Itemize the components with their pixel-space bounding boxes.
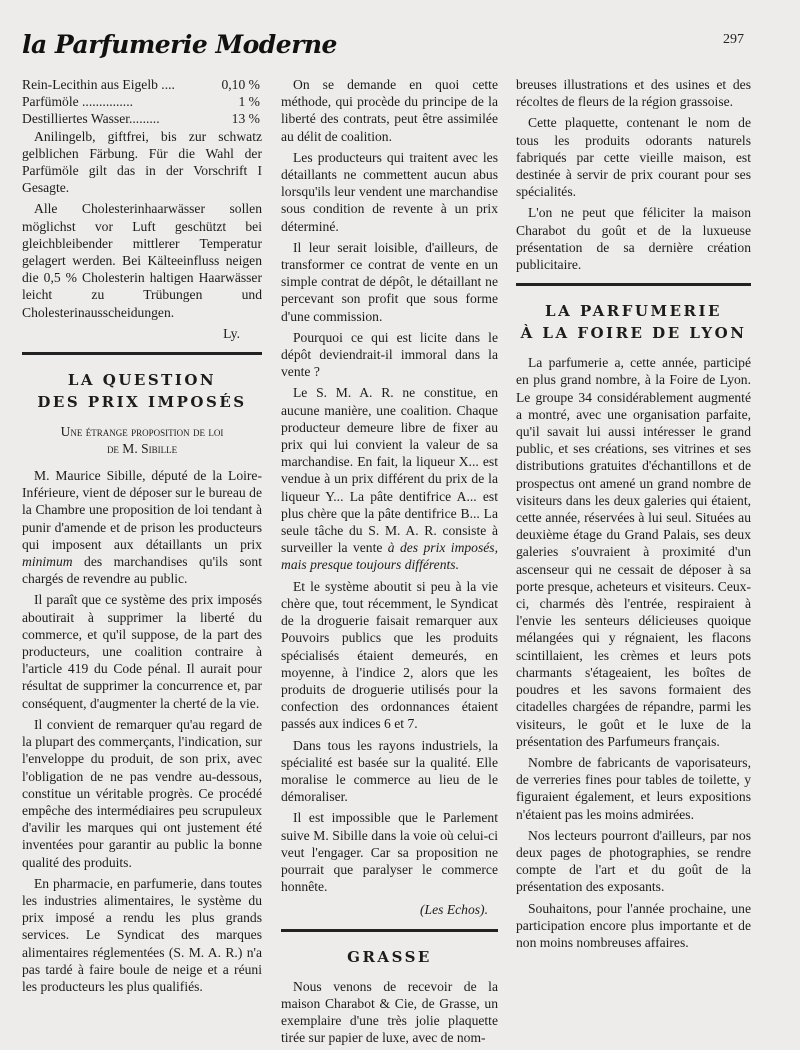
emphasis: minimum <box>22 554 73 570</box>
ingredient-row <box>22 76 262 93</box>
paragraph: Souhaitons, pour l'année prochaine, une participation encore plus importante et de non moins nombreuses affaires. <box>516 900 751 950</box>
column-middle <box>281 76 498 1050</box>
ingredient-amount: 0,10 % <box>221 77 260 92</box>
ingredient-name: Parfümöle ............... <box>22 94 134 110</box>
paragraph: Et le système aboutit si peu à la vie chère que, tout récemment, le Syndicat de la droguerie faisait remarquer aux Pouvoirs publics que les produits spécialisés étaient demeurés, en moyenne, à l'indice 2, alors que les produits de droguerie utilisés pour la confection des ordonnances étaient passés aux indices 6 et 7. <box>281 578 498 732</box>
text-run: Le S. M. A. R. ne constitue, en aucune manière, une coalition. Chaque producteur demeure libre de fixer au prix qui lui convient la valeur de sa marchandise. En fait, la liqueur X... est vendue à un prix différent du prix de la liqueur Y... La pâte dentifrice A... est plus chère que la pâte dentifrice B... La seule tâche du S. M. A. R. consiste à surveiller la vente <box>281 385 498 556</box>
ingredient-amount: 1 % <box>238 94 260 110</box>
section-divider <box>516 283 751 286</box>
paragraph <box>22 467 262 587</box>
section-title: GRASSE <box>347 947 432 966</box>
subtitle-line: Une étrange proposition de loi <box>60 424 224 440</box>
text-run: des marchandises qu'ils sont chargés de revendre au public. <box>22 554 262 587</box>
paragraph: Pourquoi ce qui est licite dans le dépôt deviendrait-il immoral dans la vente ? <box>281 329 498 380</box>
section-divider <box>22 352 262 355</box>
paragraph: Les producteurs qui traitent avec les détaillants ne commettent aucun abus lorsqu'ils leur vendent une marchandise sous condition de revente à un prix déterminé. <box>281 149 498 234</box>
ingredient-amount: 13 % <box>231 111 260 127</box>
ingredient-name: Rein-Lecithin aus Eigelb .... <box>22 77 175 92</box>
emphasis: à des prix imposés, mais presque toujours différents. <box>281 540 498 573</box>
ingredient-name: Destilliertes Wasser......... <box>22 111 160 127</box>
column-left <box>22 76 262 999</box>
paragraph: Nombre de fabricants de vaporisateurs, de verreries fines pour tables de toilette, y figuraient également, et leurs expositions n'étaient pas les moins admirées. <box>516 754 751 822</box>
ingredient-row <box>22 93 262 110</box>
section-title <box>516 300 751 344</box>
section-title <box>22 369 262 413</box>
section-title-line: LA QUESTION <box>67 371 217 390</box>
paragraph: En pharmacie, en parfumerie, dans toutes les industries alimentaires, le système du prix imposé a rendu les plus grands services. Le Syndicat des marques alimentaires réglementées (S. M. A. R.) n'a pas tardé à faire boule de neige et a réuni les producteurs les plus qualifiés. <box>22 875 262 994</box>
paragraph: Alle Cholesterinhaarwässer sollen möglichst vor Luft geschützt bei gleichbleibender mittlerer Temperatur gelagert werden. Bei Kälteeinfluss neigen die 0,5 % Cholesterin haltigen Haarwässer leicht zu Trübungen und Cholesterinausscheidungen. <box>22 201 262 320</box>
text-run: M. Maurice Sibille, député de la Loire-Inférieure, vient de déposer sur le bureau de la Chambre une proposition de loi tendant à punir d'amende et de prison les producteurs qui imposent aux détaillants un prix <box>22 468 262 552</box>
paragraph: La parfumerie a, cette année, participé en plus grand nombre, à la Foire de Lyon. Le groupe 34 considérablement augmenté a montré, avec une organisation parfaite, qu'il savait lui aussi intéresser le grand public, et ses créations, ses vitrines et ses distributions gratuites d'échantillons et de prospectus ont amené un grand nombre de visiteurs dans les deux galeries qui étaient, cette année, réservées à lui seul. Situées au deuxième étage du Grand Palais, ses deux galeries s'ouvraient à proximité d'un ascenseur qui ne cessait de déposer à sa porte presque, acheteurs et visiteurs. Ceux-ci, charmés dès l'entrée, respiraient à l'envie les senteurs délicieuses quoique mélangées qui y régnaient, les flacons scintillaient, les crèmes et leurs pots charmants s'étageaient, les boîtes de poudres et les savons formaient des citadelles chargées de répandre, parmi les visiteurs, le goût et le luxe de la présentation des Parfumeurs français. <box>516 355 751 749</box>
paragraph: Nos lecteurs pourront d'ailleurs, par nos deux pages de photographies, se rendre compte de l'art et du goût de la présentation des exposants. <box>516 827 751 895</box>
paragraph: Il est impossible que le Parlement suive M. Sibille dans la voie où celui-ci veut l'engager. Car sa proposition ne pourrait que paralyser le commerce honnête. <box>281 810 498 895</box>
column-right <box>516 76 751 955</box>
section-title-line: LA PARFUMERIE <box>545 302 722 321</box>
ingredient-row <box>22 110 262 127</box>
paragraph: Nous venons de recevoir de la maison Charabot & Cie, de Grasse, un exemplaire d'une très jolie plaquette tirée sur papier de luxe, avec de nom- <box>281 978 498 1046</box>
paragraph: Anilingelb, giftfrei, bis zur schwatz gelblichen Färbung. Für die Wahl der Parfümöle gilt das in der Vorschrift I Gesagte. <box>22 128 262 196</box>
paragraph: Dans tous les rayons industriels, la spécialité est basée sur la qualité. Elle moralise le commerce au lieu de le démoraliser. <box>281 737 498 805</box>
section-title-line: DES PRIX IMPOSÉS <box>37 393 247 412</box>
section-divider <box>281 929 498 932</box>
paragraph: L'on ne peut que féliciter la maison Charabot du goût et de la luxueuse présentation de sa dernière création publicitaire. <box>516 205 751 273</box>
section-title-line: À LA FOIRE DE LYON <box>520 324 747 343</box>
section-subtitle <box>22 423 262 457</box>
paragraph: Il paraît que ce système des prix imposés aboutirait à supprimer la liberté du commerce, et qu'il suppose, de la part des producteurs, une coalition contraire à l'article 419 du Code pénal. Il aurait pour résultat de supprimer la concurrence et, par conséquent, d'augmenter la cherté de la vie. <box>22 592 262 711</box>
source-credit: (Les Echos). <box>420 902 488 918</box>
paragraph <box>281 384 498 573</box>
paragraph: On se demande en quoi cette méthode, qui procède du principe de la liberté des contrats, peut être assimilée au délit de coalition. <box>281 77 498 144</box>
author-signature: Ly. <box>223 325 240 341</box>
paragraph: Il leur serait loisible, d'ailleurs, de transformer ce contrat de vente en un simple contrat de dépôt, le détaillant ne percevant son profit que sous forme d'une commission. <box>281 239 498 324</box>
subtitle-line: de M. Sibille <box>106 441 178 457</box>
masthead: la Parfumerie Moderne <box>22 30 337 59</box>
page-number: 297 <box>723 32 744 47</box>
paragraph: breuses illustrations et des usines et des récoltes de fleurs de la région grassoise. <box>516 77 751 110</box>
paragraph: Il convient de remarquer qu'au regard de la plupart des commerçants, l'indication, sur l'enveloppe du produit, de son prix, avec l'obligation de ne pas vendre au-dessous, constitue un véritable progrès. Ce procédé empêche des intermédiaires peu scrupuleux d'avilir les marques qui ont justement été inventées pour garantir au public la bonne qualité des produits. <box>22 716 262 870</box>
paragraph: Cette plaquette, contenant le nom de tous les produits odorants naturels fabriqués par cette vieille maison, est destinée à servir de prix courant pour ses spécialités. <box>516 115 751 200</box>
